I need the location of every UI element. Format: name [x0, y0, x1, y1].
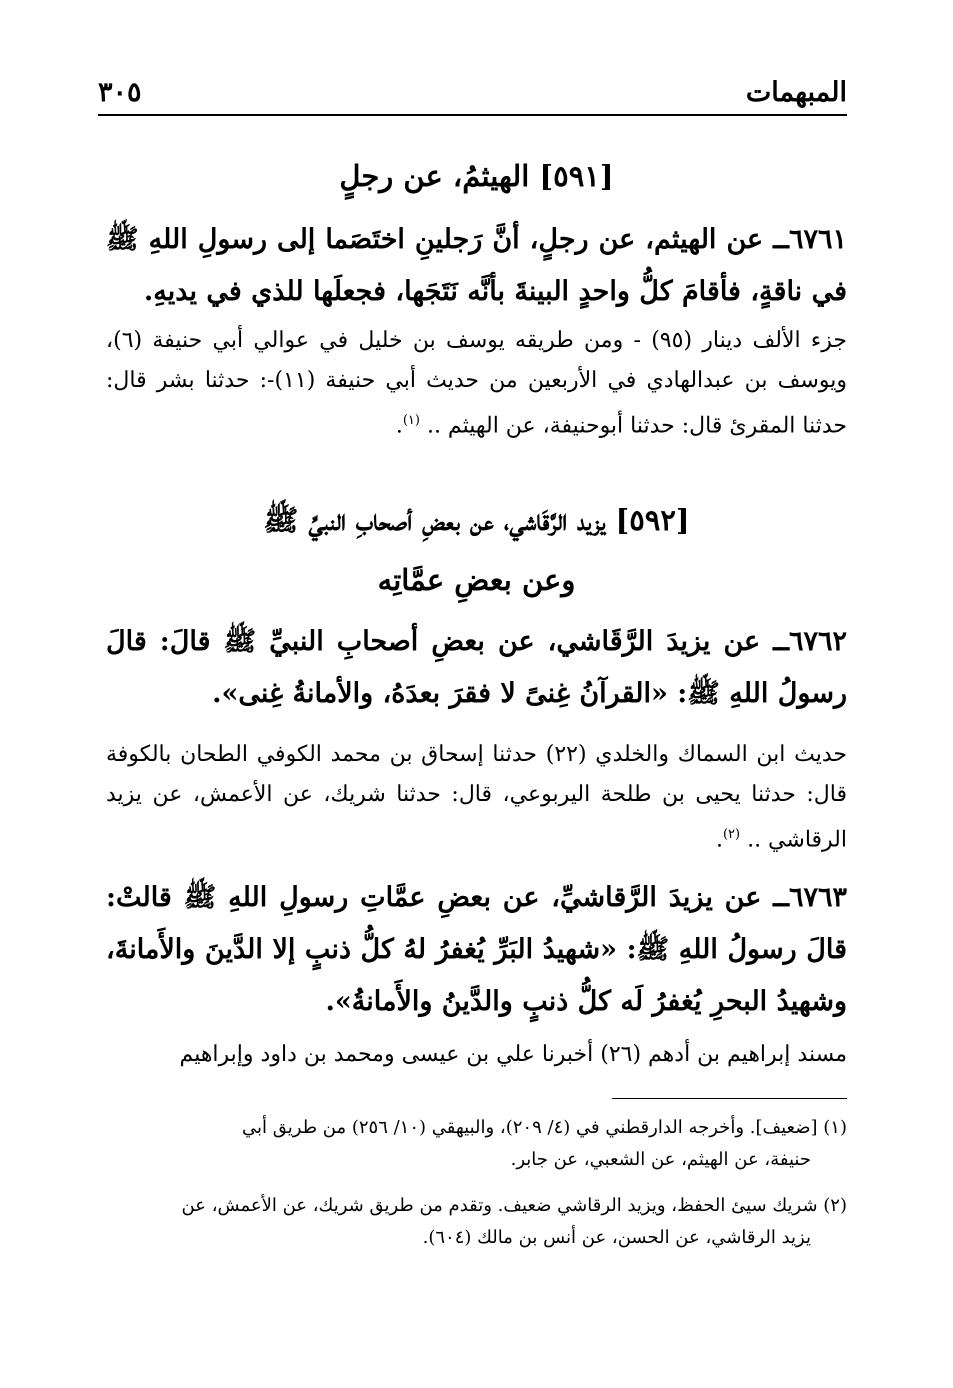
source-text: حديث ابن السماك والخلدي (٢٢) حدثنا إسحاق بن محمد الكوفي الطحان بالكوفة قال: حدثنا يحيى بن طلحة اليربوعي، قال: حدثنا شريك، عن الأعمش، عن يزيد الرقاشي .. — [106, 742, 847, 853]
section-heading-592-line2: وعن بعضِ عمَّاتِه — [377, 563, 576, 597]
footnote-line: شريك سيئ الحفظ، ويزيد الرقاشي ضعيف. وتقدم من طريق شريك، عن الأعمش، عن — [181, 1195, 818, 1216]
section-heading-591: [٥٩١] الهيثمُ، عن رجلٍ — [339, 159, 614, 193]
footnote-line: يزيد الرقاشي، عن الحسن، عن أنس بن مالك (٦٠٤). — [422, 1227, 811, 1248]
footnote-1 — [106, 1112, 847, 1176]
chapter-title: المبهمات — [745, 77, 847, 108]
hadith-6762-source: حديث ابن السماك والخلدي (٢٢) حدثنا إسحاق بن محمد الكوفي الطحان بالكوفة قال: حدثنا يحيى بن طلحة اليربوعي، قال: حدثنا شريك، عن الأعمش، عن يزيد الرقاشي .. $^{(٢)}$. — [106, 742, 847, 853]
source-text: جزء الألف دينار (٩٥) - ومن طريقه يوسف بن خليل في عوالي أبي حنيفة (٦)، ويوسف بن عبدالهادي في الأربعين من حديث أبي حنيفة (١١)-: حدثنا بشر قال: حدثنا المقرئ قال: حدثنا أبوحنيفة، عن الهيثم .. — [106, 328, 847, 439]
hadith-6761-source: جزء الألف دينار (٩٥) - ومن طريقه يوسف بن خليل في عوالي أبي حنيفة (٦)، ويوسف بن عبدالهادي في الأربعين من حديث أبي حنيفة (١١)-: حدثنا بشر قال: حدثنا المقرئ قال: حدثنا أبوحنيفة، عن الهيثم .. $^{(١)}$. — [106, 328, 847, 439]
footnote-separator — [612, 1098, 847, 1099]
footnote-line: [ضعيف]. وأخرجه الدارقطني في (٤/ ٢٠٩)، والبيهقي (١٠/ ٢٥٦) من طريق أبي — [242, 1117, 818, 1138]
section-heading-592: [٥٩٢] يزيد الرَّقَاشي، عن بعضِ أصحابِ النبيِّ ﷺ — [263, 503, 690, 537]
hadith-6761: ٦٧٦١ــ عن الهيثم، عن رجلٍ، أنَّ رَجلينِ اختَصَما إلى رسولِ اللهِ ﷺ في ناقةٍ، فأقامَ كلُّ واحدٍ البينةَ بأنَّه نَتَجَها، فجعلَها للذي في يديهِ. — [106, 224, 847, 307]
hadith-6763: ٦٧٦٣ــ عن يزيدَ الرَّقاشيِّ، عن بعضِ عمَّاتِ رسولِ اللهِ ﷺ قالتْ: قالَ رسولُ اللهِ ﷺ: «شهيدُ البَرِّ يُغفرُ لهُ كلُّ ذنبٍ إلا الدَّينَ والأَمانةَ، وشهيدُ البحرِ يُغفرُ لَه كلُّ ذنبٍ والدَّينُ والأَمانةُ». — [106, 882, 847, 1017]
footnote-number: (٢) — [823, 1195, 847, 1216]
page-number: ٣٠٥ — [98, 77, 142, 108]
hadith-6762: ٦٧٦٢ــ عن يزيدَ الرَّقَاشي، عن بعضِ أصحابِ النبيِّ ﷺ قالَ: قالَ رسولُ اللهِ ﷺ: «القرآنُ غِنىً لا فقرَ بعدَهُ، والأمانةُ غِنى». — [106, 626, 847, 709]
footnote-line: حنيفة، عن الهيثم، عن الشعبي، عن جابر. — [510, 1149, 811, 1170]
footnote-number: (١) — [823, 1117, 847, 1138]
hadith-6763-source: مسند إبراهيم بن أدهم (٢٦) أخبرنا علي بن عيسى ومحمد بن داود وإبراهيم — [179, 1042, 847, 1067]
running-header — [98, 68, 847, 116]
footnote-ref-2: (٢) — [722, 827, 741, 842]
footnote-2 — [106, 1190, 847, 1254]
footnote-ref-1: (١) — [402, 413, 420, 428]
